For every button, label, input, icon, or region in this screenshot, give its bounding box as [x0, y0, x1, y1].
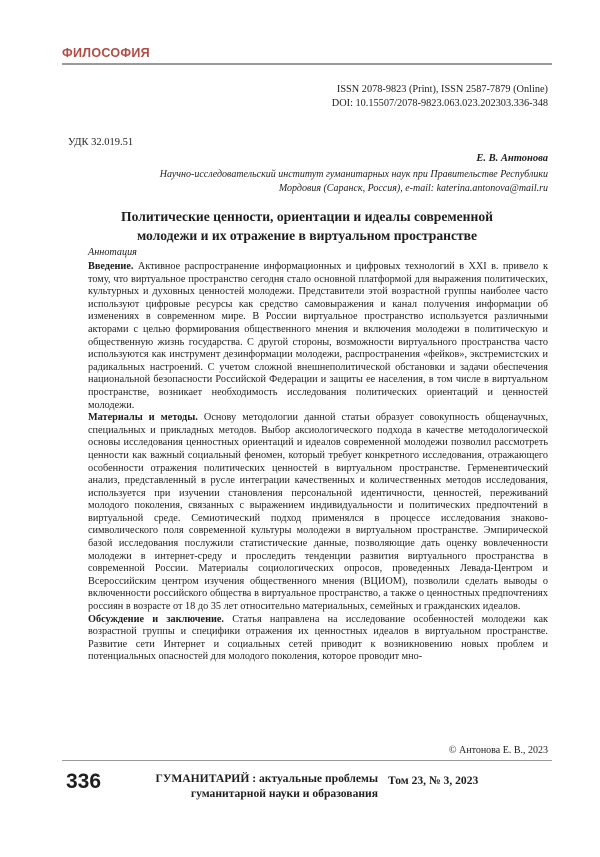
paragraph-text: Основу методологии данной статьи образует совокупность общенаучных, специальных и прикладных методов. Выбор аксиологического подхода в качестве методологической основы исследования ценностных ориентаций и идеалов современной молодежи позволил рассмотреть ценности как важный социальный феномен, который требует конкретного исследования, отражающего особенности отражения политических ценностей в виртуальном пространстве. Герменевтический анализ, представленный в русле интеграции качественных и количественных методов исследования, используется при изучении становления персональной идентичности, ценностей, переживаний молодого поколения, связанных с выражением индивидуальности и политических предпочтений в виртуальной среде. Семиотический подход применялся в процессе исследования знаково-символического поля современной культуры молодежи в виртуальном пространстве. Эмпирической базой исследования послужили статистические данные, позволяющие дать оценку вовлеченности молодежи в интернет-среду и проследить тенденции развития виртуального пространства в современной России. Материалы социологических опросов, проведенных Левада-Центром и Всероссийским центром изучения общественного мнения (ВЦИОМ), позволили сделать выводы о включенности российского общества в виртуальное пространство, а также о ценностных предпочтениях россиян в возрасте от 18 до 35 лет относительно материальных, семейных и гражданских идеалов. [88, 412, 549, 613]
doi-line: DOI: 10.15507/2078-9823.063.023.202303.336-348 [331, 98, 548, 109]
affiliation-line: Мордовия (Саранск, Россия), e-mail: katerina.antonova@mail.ru [278, 183, 548, 194]
paragraph-heading: Материалы и методы. [88, 412, 198, 424]
abstract-paragraph-methods [88, 412, 548, 614]
journal-name [132, 771, 378, 801]
paragraph-text: Активное распространение информационных и цифровых технологий в XXI в. привело к тому, что виртуальное пространство сегодня стало основной платформой для выражения политических, культурных и духовных ценностей молодежи. Представители этой возрастной группы наиболее часто используют цифровые ресурсы как средство самовыражения и канал получения информации об изменениях в современном мире. В России виртуальное пространство используется различными акторами с целью формирования общественного мнения и включения молодежи в политическую и общественную жизнь государства. С другой стороны, возможности виртуального пространства часто используются как инструмент дезинформации молодежи, распространения «фейков», экстремистских и радикальных настроений. С учетом сложной внешнеполитической обстановки и задачи обеспечения национальной безопасности Российской Федерации и защиты ее населения, в том числе в виртуальном пространстве, возникает необходимость исследования политических ориентаций и ценностей молодежи. [88, 261, 548, 411]
paragraph-heading: Обсуждение и заключение. [88, 613, 224, 625]
article-title [60, 207, 554, 245]
author-affiliation [92, 168, 548, 196]
paragraph-heading: Введение. [88, 261, 134, 272]
issn-line: ISSN 2078-9823 (Print), ISSN 2587-7879 (Online) [336, 84, 548, 95]
journal-name-line: ГУМАНИТАРИЙ : актуальные проблемы [155, 772, 378, 785]
affiliation-line: Научно-исследовательский институт гуманитарных наук при Правительстве Республики [159, 169, 548, 180]
header-divider [62, 63, 552, 65]
abstract-paragraph-discussion [88, 614, 548, 664]
journal-name-line: гуманитарной науки и образования [190, 787, 378, 800]
author-name: Е. В. Антонова [476, 153, 548, 164]
abstract-paragraph-introduction [88, 261, 548, 412]
volume-issue: Том 23, № 3, 2023 [388, 774, 479, 787]
abstract-body [88, 261, 548, 664]
copyright-notice: © Антонова Е. В., 2023 [448, 745, 548, 756]
page-number: 336 [66, 770, 102, 793]
footer-divider [62, 760, 552, 761]
title-line: Политические ценности, ориентации и идеалы современной [121, 209, 493, 224]
abstract-label: Аннотация [88, 247, 137, 258]
udk-code: УДК 32.019.51 [68, 137, 134, 148]
paragraph-text: Статья направлена на исследование особенностей молодежи как возрастной группы и специфики отражения их ценностных идеалов в виртуальном пространстве. Развитие сети Интернет и социальных сетей приводит к возникновению новых проблем и потенциальных опасностей для молодого поколения, которое проводит мно- [88, 613, 548, 663]
title-line: молодежи и их отражение в виртуальном пространстве [136, 228, 478, 243]
section-header: ФИЛОСОФИЯ [62, 46, 150, 60]
